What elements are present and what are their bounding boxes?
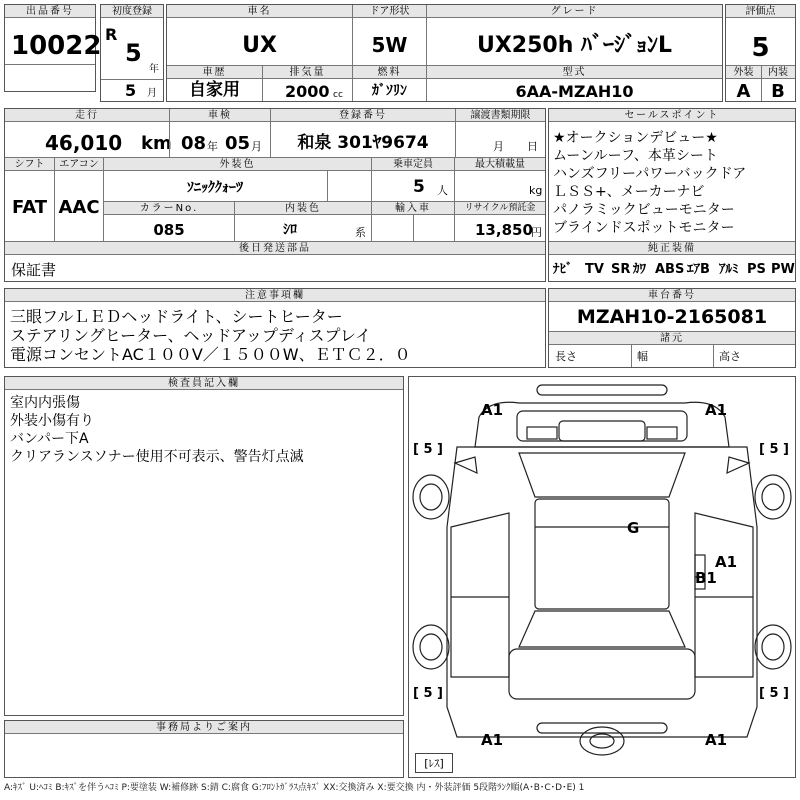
notes-line-1: 三眼フルＬＥＤヘッドライト、シートヒーター xyxy=(10,307,343,326)
damage-diagram xyxy=(408,376,796,778)
notes-line-3: 電源コンセントAC１００V／１５００W、ＥＴＣ２．０ xyxy=(10,345,411,364)
fuel-label: 燃料 xyxy=(353,66,426,79)
interior-color: ｼﾛ xyxy=(283,222,297,238)
exterior-color-label: 外装色 xyxy=(104,158,371,171)
first-reg-month: 5 xyxy=(125,81,137,100)
notes-cell xyxy=(4,288,546,368)
legend: A:ｷｽﾞ U:ﾍｺﾐ B:ｷｽﾞを伴うﾍｺﾐ P:要塗装 W:補修跡 S:錆 C:腐食 G:ﾌﾛﾝﾄｶﾞﾗｽ点ｷｽﾞ XX:交換済み X:要交換 内・外装評価 5段階ﾗﾝｸ順(A･B･C･D･E) 1 xyxy=(4,783,585,793)
sales-point-1: ★オークションデビュー★ xyxy=(553,130,718,146)
fuel: ｶﾞｿﾘﾝ xyxy=(372,83,407,99)
history: 自家用 xyxy=(189,80,240,100)
rating-label: 評価点 xyxy=(726,5,795,18)
car-outline-icon xyxy=(409,377,795,777)
rating-cell xyxy=(725,4,796,102)
inspector-line-4: クリアランスソナー使用不可表示、警告灯点滅 xyxy=(10,449,304,465)
int-rating: B xyxy=(771,81,785,102)
model: 6AA-MZAH10 xyxy=(515,82,634,101)
damage-rr: A1 xyxy=(705,731,728,749)
later-parts-label: 後日発送部品 xyxy=(5,242,545,255)
office-label: 事務局よりご案内 xyxy=(5,721,403,734)
notes-label: 注意事項欄 xyxy=(5,289,545,302)
doors-label: ドア形状 xyxy=(353,5,426,18)
aircon-label: エアコン xyxy=(55,158,103,171)
doors: 5W xyxy=(371,33,408,57)
rating-score: 5 xyxy=(751,33,770,63)
notes-line-2: ステアリングヒーター、ヘッドアップディスプレイ xyxy=(10,326,372,345)
capacity-unit: 人 xyxy=(437,184,448,197)
interior-color-unit: 系 xyxy=(355,226,366,239)
lot-label: 出品番号 xyxy=(5,5,95,18)
top-block xyxy=(166,4,723,102)
damage-rl: A1 xyxy=(481,731,504,749)
sales-point-3: ハンズフリーパワーバックドア xyxy=(553,166,747,182)
mileage: 46,010 xyxy=(45,131,123,155)
chassis-cell xyxy=(548,288,796,368)
inspector-line-3: バンパー下A xyxy=(10,431,89,447)
displacement: 2000 xyxy=(285,82,330,101)
dim-width-label: 幅 xyxy=(637,350,648,363)
aircon: AAC xyxy=(58,197,100,218)
dim-length-label: 長さ xyxy=(555,350,577,363)
import-label: 輸入車 xyxy=(372,202,454,215)
lot-cell xyxy=(4,4,102,92)
grade-label: グレード xyxy=(427,5,722,18)
first-reg-year: 5 xyxy=(125,39,142,67)
dimensions-label: 諸元 xyxy=(549,332,795,345)
damage-roof: G xyxy=(627,519,640,537)
equip-alloy: ｱﾙﾐ xyxy=(719,262,739,277)
capacity: 5 xyxy=(413,177,425,197)
displacement-unit: cc xyxy=(333,90,343,100)
equipment-label: 純正装備 xyxy=(549,242,795,255)
spare-label-box xyxy=(415,753,453,773)
first-reg-month-unit: 月 xyxy=(147,88,157,99)
inspector-cell xyxy=(4,376,404,716)
chassis-label: 車台番号 xyxy=(549,289,795,302)
inspector-line-1: 室内内張傷 xyxy=(10,395,80,411)
office-cell xyxy=(4,720,404,778)
color-no-label: カラーNo. xyxy=(104,202,234,215)
max-load-unit: kg xyxy=(529,184,543,197)
car-name-label: 車名 xyxy=(167,5,352,18)
inspection-month-unit: 月 xyxy=(251,140,262,153)
sales-point-6: ブラインドスポットモニター xyxy=(553,220,735,236)
tire-mark-rr: [ 5 ] xyxy=(759,686,789,701)
equip-ps: PS xyxy=(747,262,766,277)
equip-pw: PW xyxy=(771,262,795,277)
exterior-color: ｿﾆｯｸｸｫｰﾂ xyxy=(187,180,243,196)
displacement-label: 排気量 xyxy=(263,66,352,79)
middle-block xyxy=(4,108,546,282)
damage-right-b: B1 xyxy=(695,569,717,587)
inspection-year: 08 xyxy=(181,133,207,154)
model-label: 型式 xyxy=(427,66,722,79)
inspection-year-unit: 年 xyxy=(207,140,218,153)
interior-color-label: 内装色 xyxy=(235,202,371,215)
inspection-label: 車検 xyxy=(170,109,270,122)
damage-right-a: A1 xyxy=(715,553,738,571)
registration-label: 登録番号 xyxy=(271,109,455,122)
shift: FAT xyxy=(11,197,48,218)
sales-points-cell xyxy=(548,108,796,282)
transfer-day-unit: 日 xyxy=(527,140,538,153)
equip-abs: ABS xyxy=(655,262,685,277)
sales-point-2: ムーンルーフ、本革シート xyxy=(553,148,718,164)
mileage-unit: km xyxy=(141,133,172,154)
first-reg-year-unit: 年 xyxy=(149,64,159,75)
spare-label: [ﾚｽ] xyxy=(424,757,444,770)
max-load-label: 最大積載量 xyxy=(455,158,545,171)
tire-mark-fr: [ 5 ] xyxy=(759,442,789,457)
recycle-unit: 円 xyxy=(531,226,542,239)
later-parts: 保証書 xyxy=(11,261,57,279)
lot-number: 10022 xyxy=(11,31,102,61)
history-label: 車歴 xyxy=(167,66,262,79)
registration: 和泉 301ﾔ9674 xyxy=(297,133,429,153)
damage-fr: A1 xyxy=(705,401,728,419)
ext-rating: A xyxy=(736,81,751,102)
recycle-label: リサイクル預託金 xyxy=(455,202,545,215)
transfer-month-unit: 月 xyxy=(493,140,504,153)
color-no: 085 xyxy=(153,221,185,239)
first-reg-cell xyxy=(100,4,164,102)
dim-height-label: 高さ xyxy=(719,350,741,363)
tire-mark-rl: [ 5 ] xyxy=(413,686,443,701)
transfer-label: 譲渡書類期限 xyxy=(456,109,545,122)
sales-point-5: パノラミックビューモニター xyxy=(553,202,735,218)
sales-points-label: セールスポイント xyxy=(549,109,795,122)
first-reg-era: R xyxy=(105,25,118,44)
chassis-number: MZAH10-2165081 xyxy=(576,306,768,328)
equip-tv: TV xyxy=(585,262,604,277)
equip-sr: SR xyxy=(611,262,631,277)
sales-point-4: ＬＳＳ+、メーカーナビ xyxy=(553,184,705,200)
shift-label: シフト xyxy=(5,158,54,171)
equip-leather: ｶﾜ xyxy=(633,262,646,277)
first-reg-label: 初度登録 xyxy=(101,5,163,18)
inspection-month: 05 xyxy=(225,133,251,154)
equip-nav: ﾅﾋﾞ xyxy=(553,262,573,277)
damage-fl: A1 xyxy=(481,401,504,419)
int-rating-label: 内装 xyxy=(761,66,795,79)
tire-mark-fl: [ 5 ] xyxy=(413,442,443,457)
equip-airbag: ｴｱB xyxy=(687,262,710,277)
car-name: UX xyxy=(242,33,277,58)
recycle-fee: 13,850 xyxy=(475,221,533,239)
inspector-line-2: 外装小傷有り xyxy=(10,413,94,429)
inspector-label: 検査員記入欄 xyxy=(5,377,403,390)
grade: UX250h ﾊﾞｰｼﾞｮﾝL xyxy=(476,33,673,58)
capacity-label: 乗車定員 xyxy=(372,158,454,171)
mileage-label: 走行 xyxy=(5,109,169,122)
ext-rating-label: 外装 xyxy=(726,66,761,79)
